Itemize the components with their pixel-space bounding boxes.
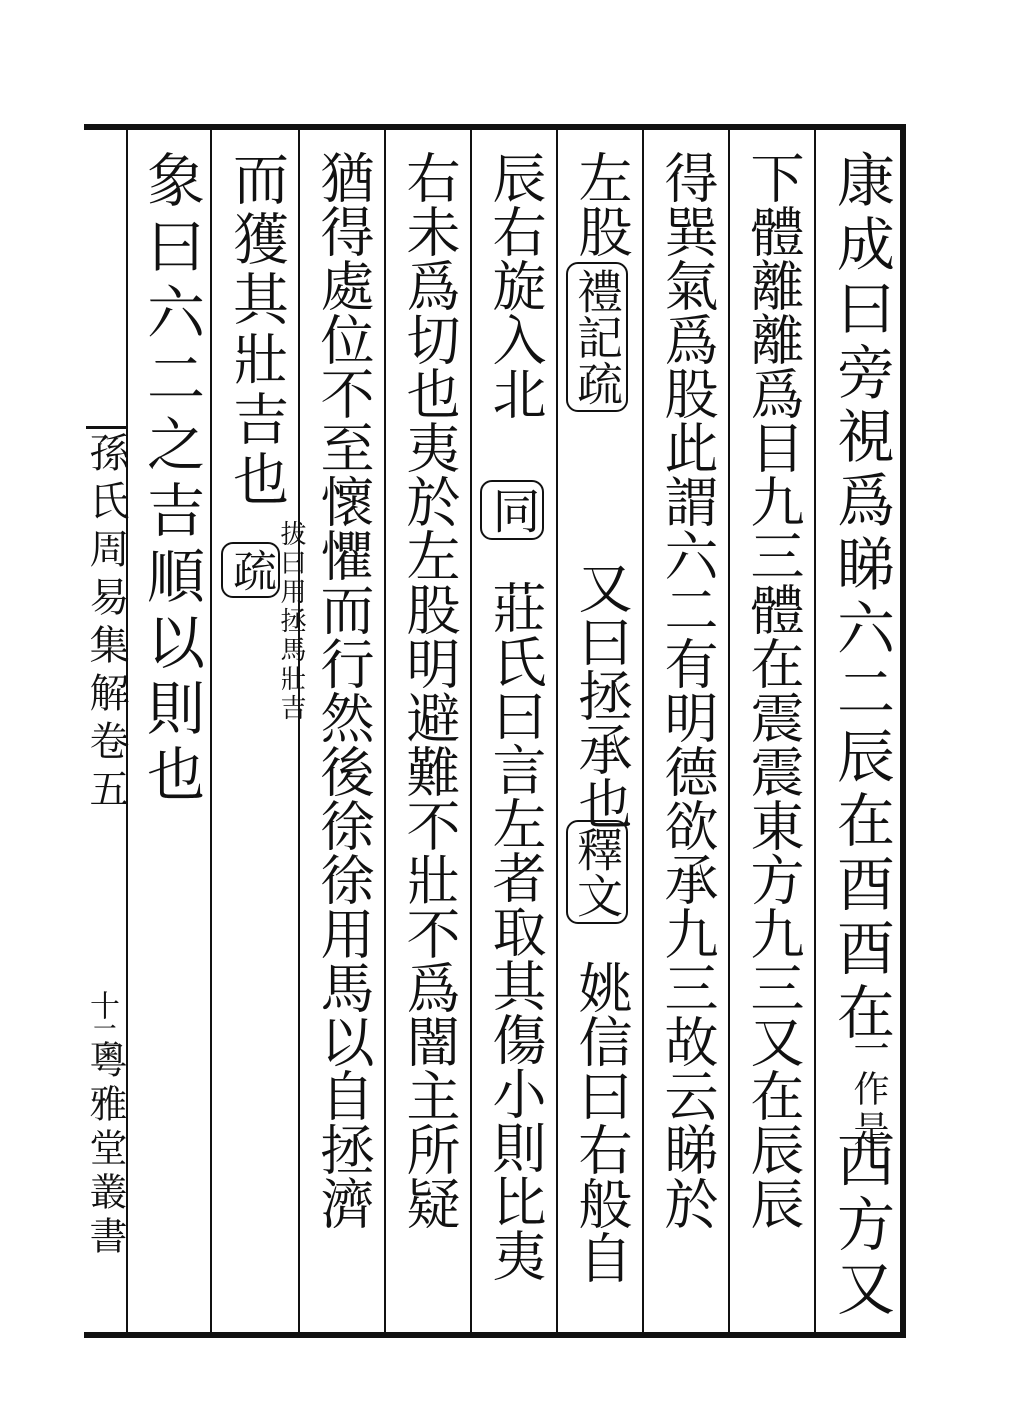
text-column-1: [827, 150, 895, 1046]
interlinear-note: 一作是: [848, 1030, 889, 1150]
column-divider: [210, 130, 212, 1332]
column-divider: [642, 130, 644, 1332]
source-citation: 釋文: [566, 820, 628, 924]
column-head-text: 左股: [570, 150, 633, 258]
page-number: 十二: [84, 990, 119, 1050]
column-divider: [298, 130, 300, 1332]
boxed-source-note: [484, 480, 540, 540]
margin-black-block: [86, 130, 126, 429]
handwritten-annotation: 拔曰用拯馬壯吉: [276, 520, 306, 723]
source-citation: 同: [480, 480, 544, 540]
text-column-7: [312, 150, 375, 1230]
column-main-text: 右未爲切也夷於左股明避難不壯不爲闇主所疑: [398, 150, 461, 1230]
text-column-6: [398, 150, 461, 1230]
text-column-8: [224, 150, 289, 510]
boxed-source-note: [225, 542, 276, 598]
text-column-1-tail: [827, 1130, 895, 1322]
column-main-text: 下體離離爲目九三體在震震東方九三又在辰辰: [742, 150, 805, 1230]
column-divider: [814, 130, 816, 1332]
text-column-5-tail: [484, 580, 547, 1282]
text-column-2: [742, 150, 805, 1230]
source-citation: 疏: [221, 542, 280, 598]
column-mid-text: 又曰拯承也: [570, 560, 633, 830]
column-tail-text: 莊氏曰言左者取其傷小則比夷: [484, 580, 547, 1282]
source-citation: 禮記疏: [566, 262, 628, 412]
boxed-source-note: [570, 820, 624, 924]
text-column-4-tail: [570, 960, 633, 1284]
column-tail-text: 西方又: [827, 1130, 895, 1322]
column-divider: [384, 130, 386, 1332]
text-column-4: [570, 150, 633, 258]
publisher-name: 粵雅堂叢書: [83, 1040, 127, 1260]
text-column-5: [484, 150, 547, 420]
column-main-text: 象曰六二之吉順以則也: [137, 150, 205, 810]
column-divider: [556, 130, 558, 1332]
column-main-text: 得巽氣爲股此謂六二有明德欲承九三故云睇於: [656, 150, 719, 1230]
column-divider: [728, 130, 730, 1332]
column-tail-text: 姚信曰右般自: [570, 960, 633, 1284]
book-title: 孫氏周易集解卷五: [83, 432, 129, 816]
column-main-text: 猶得處位不至懷懼而行然後徐徐用馬以自拯濟: [312, 150, 375, 1230]
column-divider: [470, 130, 472, 1332]
boxed-source-note: [570, 262, 624, 412]
column-head-text: 而獲其壯吉也: [224, 150, 289, 510]
text-column-9: [137, 150, 205, 810]
text-column-3: [656, 150, 719, 1230]
text-column-4-mid: [570, 560, 633, 830]
column-main-text: 康成曰旁視爲睇六二辰在酉酉在: [827, 150, 895, 1046]
column-head-text: 辰右旋入北: [484, 150, 547, 420]
